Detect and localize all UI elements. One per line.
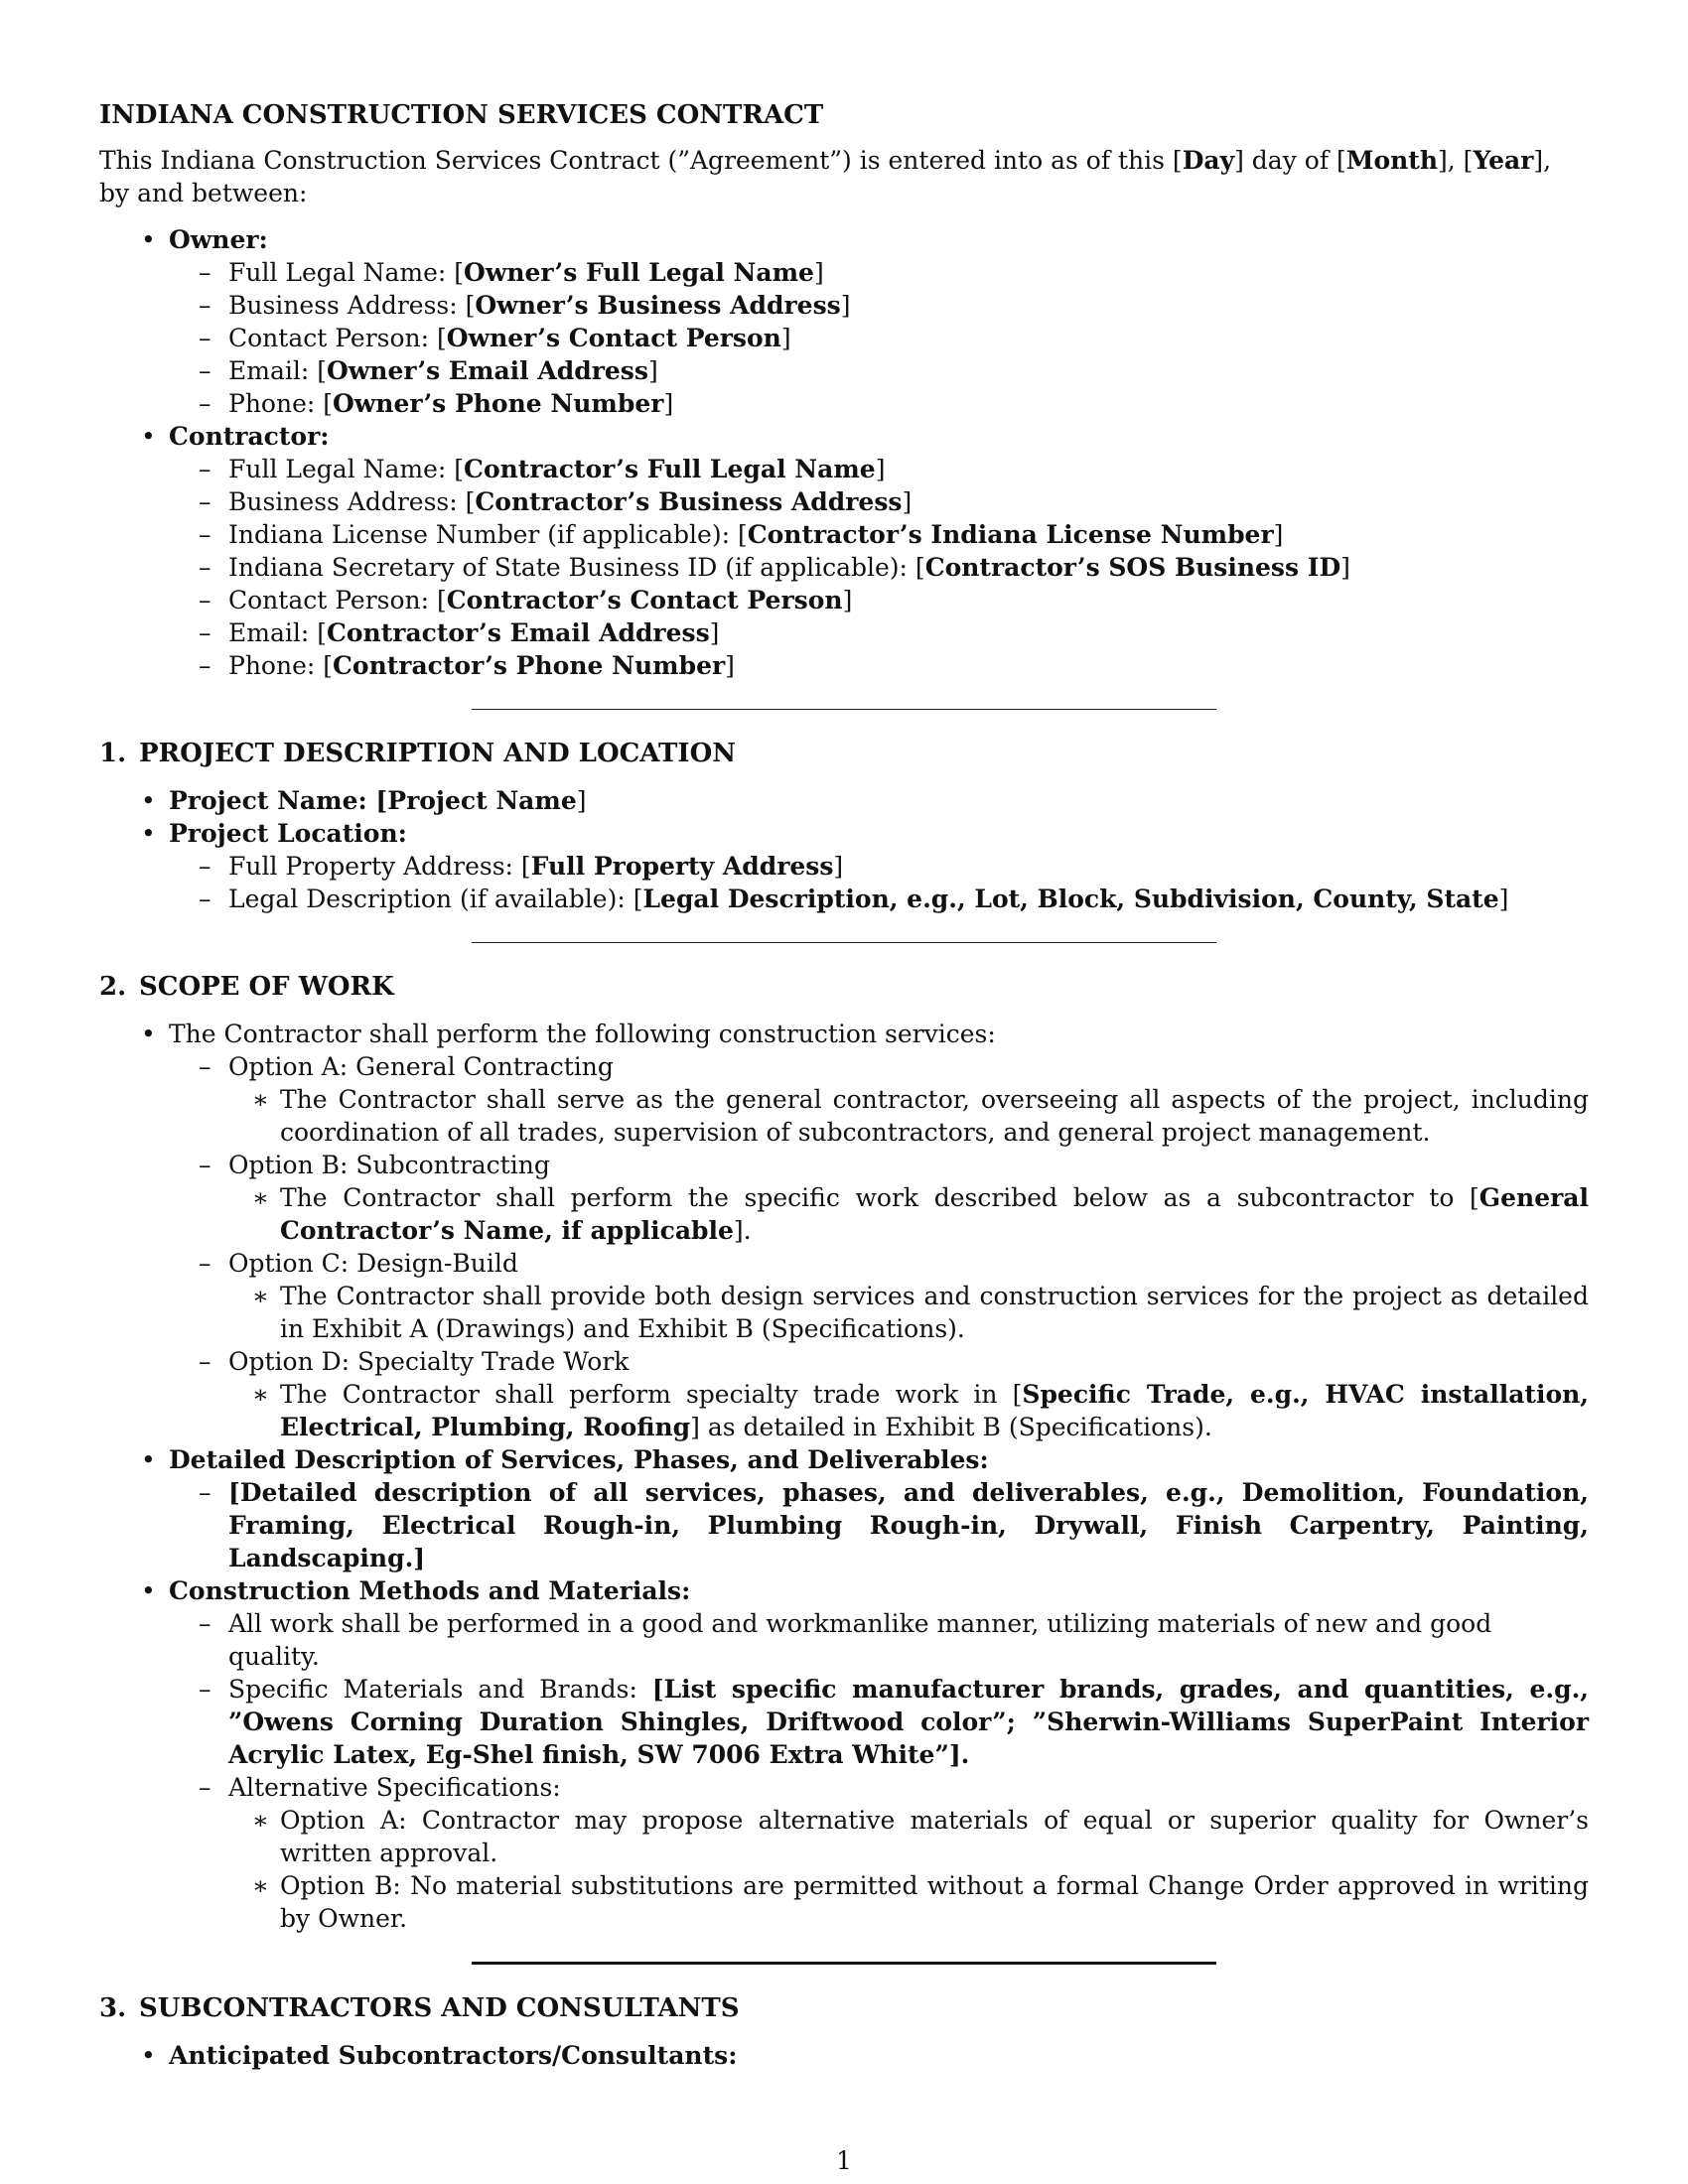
bracket: ] bbox=[1498, 885, 1509, 913]
option-c-label: – Option C: Design-Build bbox=[99, 1247, 1589, 1280]
body-text: ] as detailed in Exhibit B (Specifications). bbox=[690, 1413, 1212, 1441]
legal-description-item bbox=[99, 883, 1589, 915]
day-placeholder: Day bbox=[1182, 146, 1235, 175]
bracket: ] bbox=[780, 324, 791, 352]
section-divider bbox=[472, 942, 1216, 943]
owner-field bbox=[99, 289, 1589, 322]
field-value: General Contractor’s Name, if applicable bbox=[280, 1183, 1589, 1245]
contractor-label: Contractor: bbox=[169, 422, 330, 451]
bracket: [ bbox=[366, 786, 388, 815]
bracket: ] bbox=[576, 786, 587, 815]
contractor-field bbox=[99, 453, 1589, 485]
field-label: Contact Person: [ bbox=[228, 324, 447, 352]
intro-text: This Indiana Construction Services Contract (”Agreement”) is entered into as of this [ bbox=[99, 146, 1183, 175]
alternative-option-b: ∗ Option B: No material substitutions are permitted without a formal Change Order approved in writing by Owner. bbox=[99, 1869, 1589, 1935]
services-intro: • The Contractor shall perform the following construction services: bbox=[99, 1018, 1589, 1050]
bracket: ] bbox=[842, 586, 853, 614]
project-name-label: Project Name: bbox=[169, 786, 367, 815]
section-3-title bbox=[99, 1992, 1589, 2025]
field-value: Contractor’s SOS Business ID bbox=[924, 553, 1341, 582]
option-a-text: ∗ The Contractor shall serve as the general contractor, overseeing all aspects of the project, including coordination of all trades, supervision of subcontractors, and general project management. bbox=[99, 1083, 1589, 1149]
field-value: [Detailed description of all services, phases, and deliverables, e.g., Demolition, Foundation, Framing, Electrical Rough-in, Plumbing Rough-in, Drywall, Finish Carpentry, Painting, Landscaping.] bbox=[228, 1478, 1589, 1572]
option-d-label: – Option D: Specialty Trade Work bbox=[99, 1345, 1589, 1378]
body-text: The Contractor shall perform the specific work described below as a subcontractor to [ bbox=[280, 1183, 1479, 1212]
section-number: 1. bbox=[99, 739, 127, 768]
field-label: Indiana Secretary of State Business ID (if applicable): [ bbox=[228, 553, 925, 582]
anticipated-label: Anticipated Subcontractors/Consultants: bbox=[169, 2041, 738, 2070]
field-value: Legal Description, e.g., Lot, Block, Subdivision, County, State bbox=[642, 885, 1499, 913]
project-location-label: Project Location: bbox=[169, 819, 407, 848]
intro-paragraph bbox=[99, 144, 1589, 209]
section-number: 3. bbox=[99, 1993, 127, 2023]
bracket: ] bbox=[840, 291, 851, 320]
document-page bbox=[99, 99, 1589, 2072]
section-3-list bbox=[99, 2039, 1589, 2072]
contractor-field bbox=[99, 518, 1589, 551]
field-value: Full Property Address bbox=[530, 852, 834, 881]
year-placeholder: Year bbox=[1473, 146, 1534, 175]
bracket: ] bbox=[1273, 520, 1284, 549]
owner-field bbox=[99, 354, 1589, 387]
field-label: Contact Person: [ bbox=[228, 586, 447, 614]
field-value: [List specific manufacturer brands, grades, and quantities, e.g., ”Owens Corning Duration Shingles, Driftwood color”; ”Sherwin-Williams SuperPaint Interior Acrylic Latex, Eg-Shel finish, SW 7006 Extra White”]. bbox=[228, 1675, 1589, 1769]
owner-label: Owner: bbox=[169, 225, 268, 254]
field-label: Full Legal Name: [ bbox=[228, 258, 465, 287]
anticipated-subcontractors-item bbox=[99, 2039, 1589, 2072]
field-label: Email: [ bbox=[228, 618, 327, 647]
body-text: The Contractor shall perform specialty trade work in [ bbox=[280, 1380, 1023, 1409]
owner-field bbox=[99, 387, 1589, 420]
bracket: ] bbox=[902, 487, 913, 516]
alternative-option-a: ∗ Option A: Contractor may propose alternative materials of equal or superior quality for Owner’s written approval. bbox=[99, 1804, 1589, 1869]
section-heading: PROJECT DESCRIPTION AND LOCATION bbox=[139, 739, 736, 768]
contractor-field bbox=[99, 584, 1589, 616]
detailed-description-heading bbox=[99, 1443, 1589, 1476]
field-value: Contractor’s Full Legal Name bbox=[464, 455, 876, 483]
field-value: Contractor’s Contact Person bbox=[446, 586, 843, 614]
field-label: Full Property Address: [ bbox=[228, 852, 531, 881]
materials-item bbox=[99, 1673, 1589, 1771]
detailed-description-item bbox=[99, 1476, 1589, 1574]
methods-heading bbox=[99, 1574, 1589, 1607]
field-label: Business Address: [ bbox=[228, 291, 476, 320]
bracket: ] bbox=[813, 258, 824, 287]
methods-label: Construction Methods and Materials: bbox=[169, 1576, 691, 1605]
field-label: Legal Description (if available): [ bbox=[228, 885, 643, 913]
section-1-list bbox=[99, 784, 1589, 915]
property-address-item bbox=[99, 850, 1589, 883]
section-1-title bbox=[99, 738, 1589, 770]
section-2-list bbox=[99, 1018, 1589, 1935]
owner-heading bbox=[99, 223, 1589, 256]
field-label: Phone: [ bbox=[228, 389, 333, 418]
document-title: INDIANA CONSTRUCTION SERVICES CONTRACT bbox=[99, 100, 824, 130]
detailed-description-label: Detailed Description of Services, Phases, and Deliverables: bbox=[169, 1445, 989, 1474]
bracket: ] bbox=[725, 651, 735, 680]
bracket: ] bbox=[709, 618, 720, 647]
contractor-field bbox=[99, 551, 1589, 584]
section-number: 2. bbox=[99, 972, 127, 1002]
field-value: Specific Trade, e.g., HVAC installation, Electrical, Plumbing, Roofing bbox=[280, 1380, 1589, 1441]
project-name-item bbox=[99, 784, 1589, 817]
field-label: Indiana License Number (if applicable): [ bbox=[228, 520, 748, 549]
option-b-text bbox=[99, 1181, 1589, 1247]
contractor-field bbox=[99, 649, 1589, 682]
section-divider bbox=[472, 1962, 1216, 1965]
option-b-label: – Option B: Subcontracting bbox=[99, 1149, 1589, 1181]
field-label: Email: [ bbox=[228, 356, 327, 385]
intro-text: ] day of [ bbox=[1234, 146, 1346, 175]
bracket: ] bbox=[647, 356, 658, 385]
bracket: ] bbox=[833, 852, 844, 881]
contractor-heading bbox=[99, 420, 1589, 453]
bracket: ] bbox=[875, 455, 886, 483]
alternative-specs-item: – Alternative Specifications: bbox=[99, 1771, 1589, 1804]
section-divider bbox=[472, 709, 1216, 710]
intro-text: ], by and between: bbox=[99, 146, 1552, 207]
field-value: Owner’s Full Legal Name bbox=[464, 258, 814, 287]
option-c-text: ∗ The Contractor shall provide both design services and construction services for the project as detailed in Exhibit A (Drawings) and Exhibit B (Specifications). bbox=[99, 1280, 1589, 1345]
owner-field bbox=[99, 322, 1589, 354]
methods-item: – All work shall be performed in a good and workmanlike manner, utilizing materials of new and good quality. bbox=[99, 1607, 1589, 1673]
section-heading: SUBCONTRACTORS AND CONSULTANTS bbox=[139, 1993, 740, 2023]
parties-list bbox=[99, 223, 1589, 682]
contractor-field bbox=[99, 616, 1589, 649]
field-value: Owner’s Contact Person bbox=[446, 324, 781, 352]
field-value: Owner’s Business Address bbox=[475, 291, 841, 320]
field-label: Full Legal Name: [ bbox=[228, 455, 465, 483]
month-placeholder: Month bbox=[1345, 146, 1439, 175]
project-location-item bbox=[99, 817, 1589, 850]
bracket: ] bbox=[663, 389, 674, 418]
field-label: Business Address: [ bbox=[228, 487, 476, 516]
option-a-label: – Option A: General Contracting bbox=[99, 1050, 1589, 1083]
field-value: Owner’s Phone Number bbox=[333, 389, 664, 418]
project-name-value: Project Name bbox=[387, 786, 577, 815]
owner-field bbox=[99, 256, 1589, 289]
option-d-text bbox=[99, 1378, 1589, 1443]
field-value: Contractor’s Business Address bbox=[475, 487, 903, 516]
field-label: Specific Materials and Brands: bbox=[228, 1675, 652, 1704]
field-label: Phone: [ bbox=[228, 651, 333, 680]
section-heading: SCOPE OF WORK bbox=[139, 972, 394, 1002]
field-value: Contractor’s Phone Number bbox=[333, 651, 726, 680]
intro-text: ], [ bbox=[1438, 146, 1474, 175]
page-number: 1 bbox=[836, 2146, 852, 2175]
field-value: Contractor’s Email Address bbox=[326, 618, 710, 647]
section-2-title bbox=[99, 971, 1589, 1004]
contractor-field bbox=[99, 485, 1589, 518]
bracket: ]. bbox=[733, 1216, 752, 1245]
field-value: Owner’s Email Address bbox=[326, 356, 648, 385]
field-value: Contractor’s Indiana License Number bbox=[747, 520, 1274, 549]
bracket: ] bbox=[1340, 553, 1350, 582]
